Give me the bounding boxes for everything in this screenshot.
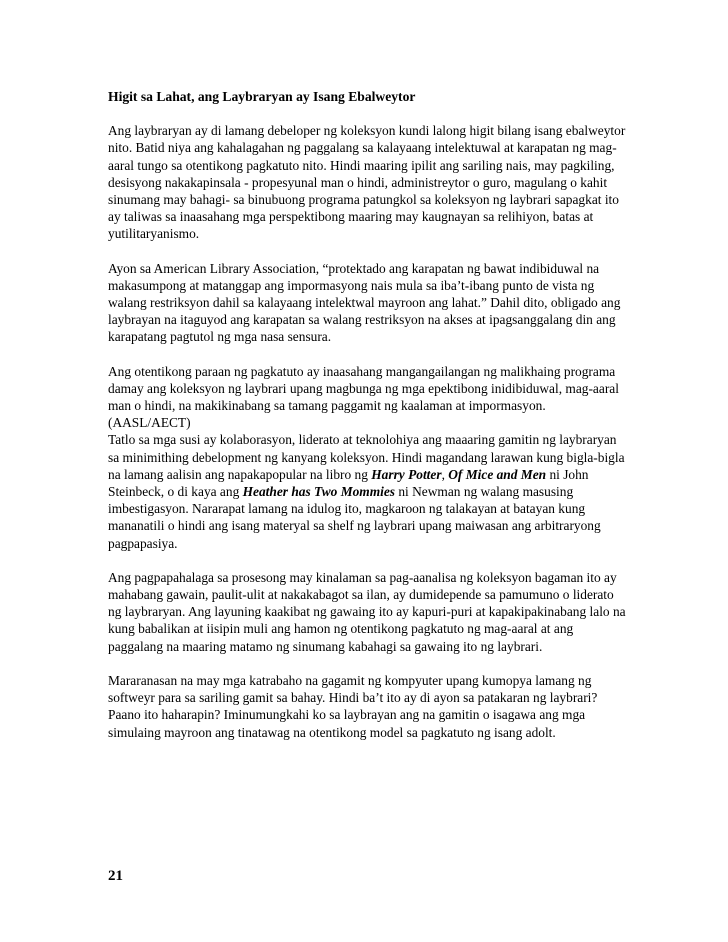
page-title: Higit sa Lahat, ang Laybraryan ay Isang Ebalweytor bbox=[108, 89, 416, 104]
paragraph-6: Mararanasan na may mga katrabaho na gagamit ng kompyuter upang kumopya lamang ng softweyr para sa sariling gamit sa bahay. Hindi ba’t ito ay di ayon sa patakaran ng laybrari? Paano ito haharapin? Iminumungkahi ko sa laybrayan ang na gamitin o isagawa ang mga simulaing mayroon ang tinatawag na otentikong model sa pagkatuto ng isang adolt. bbox=[108, 672, 598, 740]
paragraph-3: Ang otentikong paraan ng pagkatuto ay inaasahang mangangailangan ng malikhaing programa damay ang koleksyon ng laybrari upang magbunga ng mga epektibong inidibiduwal, mag-aaral man o hindi, na makikinabang sa tamang paggamit ng kaalaman at impormasyon. (AASL/AECT) bbox=[108, 363, 619, 431]
paragraph-4-text-4: ni Newman ng walang masusing imbestigasyon. Nararapat lamang na idulog ito, magkaroon ng talakayan at batayan kung mananatili o hindi ang isang materyal sa shelf ng laybrari upang maiwasan ang arbitraryong pagpapasiya. bbox=[108, 484, 601, 551]
paragraph-5: Ang pagpapahalaga sa prosesong may kinalaman sa pag-aanalisa ng koleksyon bagaman ito ay mahabang gawain, paulit-ulit at nakakabagot sa ilan, ay dumidepende sa pamumuno o liderato ng laybraryan. Ang layuning kaakibat ng gawaing ito ay kapuri-puri at kapakipakinabang lalo na kung babalikan at iisipin muli ang hamon ng otentikong pagkatuto ng mag-aaral at ang paggalang na maaring matamo ng sinumang kabahagi sa gawaing ito ng laybrari. bbox=[108, 569, 626, 654]
book-title-harry-potter: Harry Potter bbox=[371, 466, 442, 482]
page-number: 21 bbox=[108, 868, 123, 884]
paragraph-4-text-1: Tatlo sa mga susi ay kolaborasyon, liderato at teknolohiya ang maaaring gamitin ng laybraryan sa minimithing debelopment ng kanyang koleksyon. Hindi magandang larawan kung bigla-bigla na lamang aalisin ang napakapopular na libro ng bbox=[108, 432, 625, 482]
paragraph-4-text-2: , bbox=[441, 466, 449, 482]
document-body bbox=[108, 88, 628, 758]
paragraph-4 bbox=[108, 431, 628, 551]
book-title-of-mice-and-men: Of Mice and Men bbox=[448, 466, 547, 482]
paragraph-2: Ayon sa American Library Association, “protektado ang karapatan ng bawat indibiduwal na makasumpong at matanggap ang impormasyong nais mula sa iba’t-ibang punto de vista ng walang restriksyon dahil sa kalayaang intelektwal mayroon ang lahat.” Dahil dito, obligado ang laybrayan na itaguyod ang karapatan sa walang restriksyon na akses at ipagsanggalang din ang karapatang pagtutol ng mga nasa sensura. bbox=[108, 260, 621, 345]
paragraph-4-text-3: ni John Steinbeck, o di kaya ang bbox=[108, 466, 589, 500]
book-title-heather-has-two-mommies: Heather has Two Mommies bbox=[242, 484, 396, 500]
paragraph-1: Ang laybraryan ay di lamang debeloper ng koleksyon kundi lalong higit bilang isang ebalweytor nito. Batid niya ang kahalagahan ng paggalang sa kalayaang intelektuwal at karapatan ng mag-aaral tungo sa otentikong pagkatuto nito. Hindi maaring ipilit ang sariling nais, may pagkiling, desisyong nakakapinsala - propesyunal man o hindi, administreytor o guro, magulang o kahit sinumang may bahagi- sa binubuong programa patungkol sa koleksyon ng laybrari sapagkat ito ay taliwas sa inaasahang mga perspektibong maaring may kaugnayan sa relihiyon, batas at yutilitaryanismo. bbox=[108, 123, 626, 242]
